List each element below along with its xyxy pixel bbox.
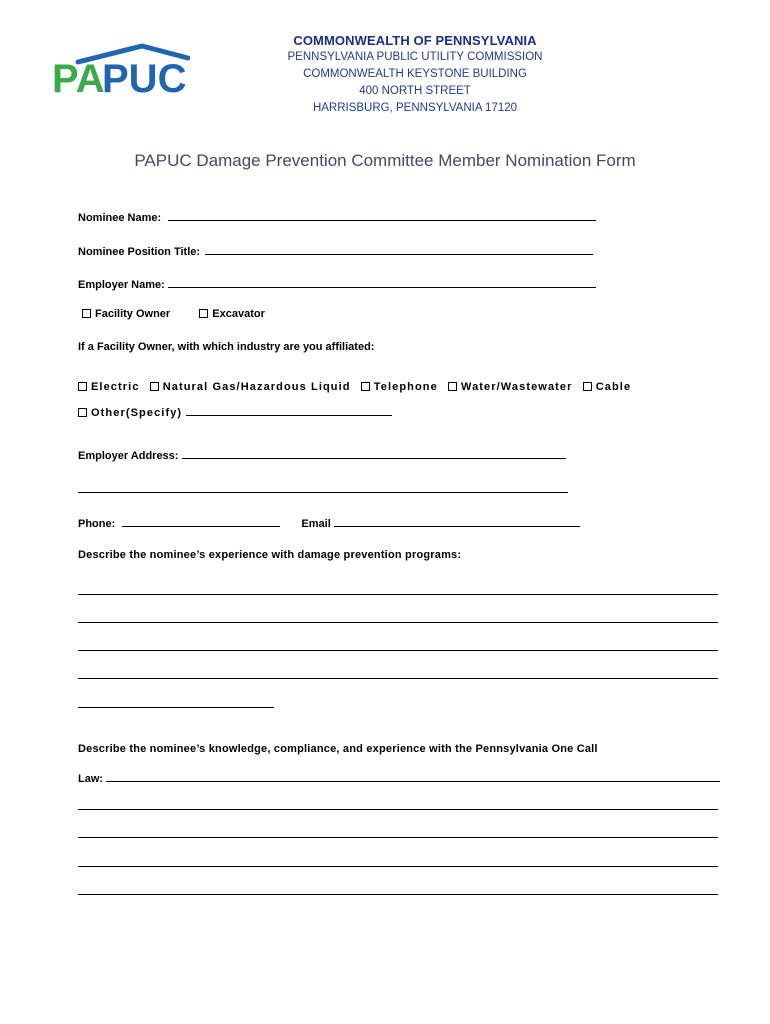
- electric-label: Electric: [91, 381, 140, 393]
- knowledge-answer-line[interactable]: [78, 809, 718, 810]
- cable-label: Cable: [595, 381, 632, 393]
- nominee-name-field[interactable]: [168, 210, 596, 221]
- employer-address-field[interactable]: [182, 448, 566, 459]
- facility-owner-label: Facility Owner: [95, 308, 171, 320]
- role-checkboxes: [82, 308, 265, 321]
- phone-label: Phone:: [78, 518, 116, 530]
- nominee-name-label: Nominee Name:: [78, 212, 162, 224]
- commission-name: PENNSYLVANIA PUBLIC UTILITY COMMISSION: [287, 51, 543, 63]
- knowledge-answer-line[interactable]: [78, 837, 718, 838]
- logo-pa-text: PA: [52, 57, 105, 96]
- email-label: Email: [301, 518, 331, 530]
- form-title: PAPUC Damage Prevention Committee Member Nomination Form: [134, 151, 636, 170]
- law-answer-field[interactable]: [106, 771, 720, 782]
- employer-name-field[interactable]: [168, 277, 596, 288]
- other-label: Other(Specify): [91, 407, 183, 419]
- experience-answer-line[interactable]: [78, 594, 718, 595]
- other-row: [78, 405, 392, 420]
- nominee-name-row: [78, 210, 596, 225]
- position-title-field[interactable]: [205, 244, 593, 255]
- employer-name-label: Employer Name:: [78, 279, 165, 291]
- experience-answer-line[interactable]: [78, 707, 274, 708]
- excavator-label: Excavator: [212, 308, 265, 320]
- logo-puc-text: PUC: [102, 57, 187, 96]
- other-checkbox[interactable]: [78, 408, 87, 417]
- employer-address-row: [78, 448, 566, 463]
- facility-owner-checkbox[interactable]: [82, 309, 91, 318]
- water-wastewater-label: Water/Wastewater: [461, 381, 573, 393]
- industry-question: If a Facility Owner, with which industry are you affiliated:: [78, 341, 375, 353]
- city-state-zip: HARRISBURG, PENNSYLVANIA 17120: [312, 102, 518, 114]
- experience-answer-line[interactable]: [78, 622, 718, 623]
- knowledge-question: Describe the nominee’s knowledge, compliance, and experience with the Pennsylvania One Call: [78, 743, 598, 755]
- law-row: [78, 771, 720, 786]
- experience-answer-line[interactable]: [78, 650, 718, 651]
- water-wastewater-checkbox[interactable]: [448, 382, 457, 391]
- contact-row: [78, 516, 580, 531]
- law-label: Law:: [78, 773, 104, 785]
- industry-options-row: [78, 381, 637, 394]
- position-title-row: [78, 244, 593, 259]
- cable-checkbox[interactable]: [583, 382, 592, 391]
- experience-question: Describe the nominee’s experience with damage prevention programs:: [78, 549, 462, 561]
- natural-gas-checkbox[interactable]: [150, 382, 159, 391]
- phone-field[interactable]: [122, 516, 280, 527]
- electric-checkbox[interactable]: [78, 382, 87, 391]
- experience-answer-line[interactable]: [78, 678, 718, 679]
- knowledge-answer-line[interactable]: [78, 866, 718, 867]
- telephone-label: Telephone: [373, 381, 438, 393]
- other-specify-field[interactable]: [186, 405, 392, 416]
- street-address: 400 NORTH STREET: [359, 85, 471, 97]
- letterhead: [230, 32, 600, 117]
- knowledge-answer-line[interactable]: [78, 894, 718, 895]
- employer-address-line-2[interactable]: [78, 492, 568, 493]
- papuc-logo: [50, 40, 190, 96]
- telephone-checkbox[interactable]: [361, 382, 370, 391]
- agency-name: COMMONWEALTH OF PENNSYLVANIA: [293, 33, 537, 48]
- excavator-checkbox[interactable]: [199, 309, 208, 318]
- email-field[interactable]: [334, 516, 580, 527]
- employer-name-row: [78, 277, 596, 292]
- papuc-logo-graphic: [50, 40, 190, 96]
- natural-gas-label: Natural Gas/Hazardous Liquid: [162, 381, 351, 393]
- building-name: COMMONWEALTH KEYSTONE BUILDING: [303, 68, 527, 80]
- employer-address-label: Employer Address:: [78, 450, 179, 462]
- position-title-label: Nominee Position Title:: [78, 246, 201, 258]
